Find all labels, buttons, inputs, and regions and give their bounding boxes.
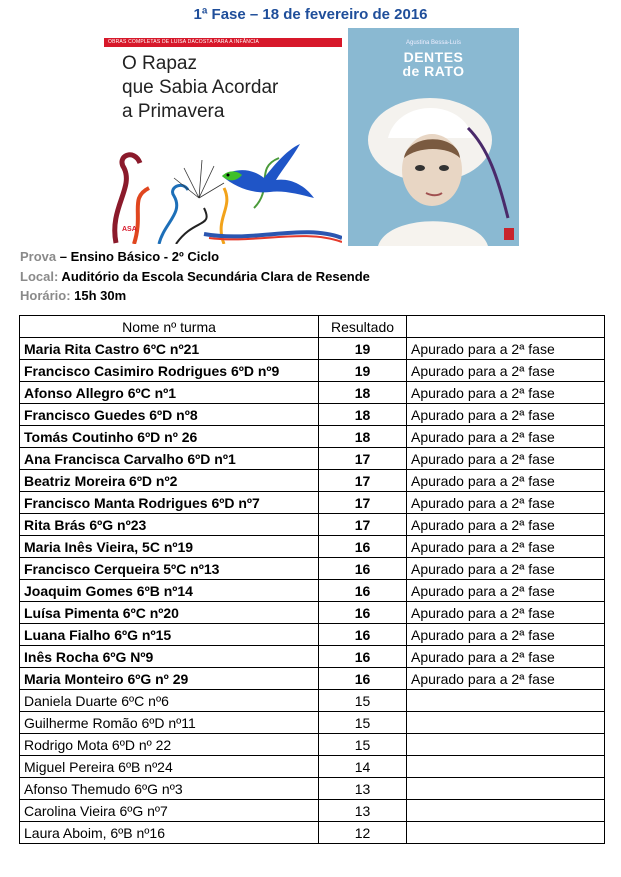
student-name: Afonso Allegro 6ºC nº1 [20,382,319,404]
table-row [20,602,605,624]
student-name: Rita Brás 6ºG nº23 [20,514,319,536]
student-status: Apurado para a 2ª fase [407,426,605,448]
page-title: 1ª Fase – 18 de fevereiro de 2016 [193,6,428,23]
table-header-row [20,316,605,338]
student-status [407,778,605,800]
exam-label: Prova [20,249,57,264]
cover-illustration-bird-icon [104,38,342,244]
table-row [20,668,605,690]
student-name: Luana Fialho 6ºG nº15 [20,624,319,646]
student-name: Francisco Casimiro Rodrigues 6ºD nº9 [20,360,319,382]
table-row [20,690,605,712]
student-result: 16 [319,580,407,602]
student-result: 17 [319,492,407,514]
exam-info [20,249,219,264]
student-result: 16 [319,558,407,580]
student-result: 16 [319,602,407,624]
student-result: 16 [319,536,407,558]
student-status: Apurado para a 2ª fase [407,404,605,426]
student-status: Apurado para a 2ª fase [407,514,605,536]
table-row [20,822,605,844]
student-name: Maria Monteiro 6ºG nº 29 [20,668,319,690]
student-result: 13 [319,778,407,800]
student-result: 16 [319,646,407,668]
student-status [407,712,605,734]
student-result: 19 [319,338,407,360]
student-status: Apurado para a 2ª fase [407,382,605,404]
student-status [407,734,605,756]
student-status: Apurado para a 2ª fase [407,448,605,470]
student-result: 16 [319,624,407,646]
book-title-1-line2: que Sabia Acordar [122,77,279,98]
student-status: Apurado para a 2ª fase [407,602,605,624]
student-result: 18 [319,426,407,448]
header-status [407,316,605,338]
book-cover-o-rapaz [104,38,342,244]
student-status [407,800,605,822]
student-result: 15 [319,734,407,756]
table-row [20,800,605,822]
table-row [20,712,605,734]
table-row [20,492,605,514]
student-result: 17 [319,514,407,536]
exam-value: – Ensino Básico - 2º Ciclo [56,249,220,264]
table-row [20,778,605,800]
table-row [20,646,605,668]
student-status: Apurado para a 2ª fase [407,558,605,580]
student-result: 18 [319,404,407,426]
student-result: 17 [319,470,407,492]
student-name: Maria Inês Vieira, 5C nº19 [20,536,319,558]
student-name: Francisco Guedes 6ºD nº8 [20,404,319,426]
book-title-1-line3: a Primavera [122,101,225,122]
student-name: Maria Rita Castro 6ºC nº21 [20,338,319,360]
student-result: 18 [319,382,407,404]
table-row [20,426,605,448]
table-row [20,558,605,580]
student-status: Apurado para a 2ª fase [407,624,605,646]
table-row [20,360,605,382]
student-name: Joaquim Gomes 6ºB nº14 [20,580,319,602]
student-status [407,690,605,712]
table-row [20,624,605,646]
table-row [20,404,605,426]
student-name: Luísa Pimenta 6ºC nº20 [20,602,319,624]
table-row [20,470,605,492]
table-row [20,536,605,558]
table-row [20,382,605,404]
student-result: 12 [319,822,407,844]
location-label: Local: [20,269,59,284]
student-status: Apurado para a 2ª fase [407,360,605,382]
header-result: Resultado [319,316,407,338]
student-name: Tomás Coutinho 6ºD nº 26 [20,426,319,448]
student-name: Inês Rocha 6ºG Nº9 [20,646,319,668]
student-result: 13 [319,800,407,822]
student-status: Apurado para a 2ª fase [407,646,605,668]
student-status: Apurado para a 2ª fase [407,536,605,558]
table-row [20,514,605,536]
student-name: Ana Francisca Carvalho 6ºD nº1 [20,448,319,470]
book-cover-dentes-de-rato [348,28,519,246]
publisher-logo: ASA [122,226,137,233]
student-status [407,822,605,844]
header-name: Nome nº turma [20,316,319,338]
student-name: Laura Aboim, 6ºB nº16 [20,822,319,844]
book-title-2-line2: de RATO [402,63,465,79]
student-result: 14 [319,756,407,778]
location-value: Auditório da Escola Secundária Clara de Resende [58,269,370,284]
student-result: 19 [319,360,407,382]
table-row [20,756,605,778]
time-value: 15h 30m [70,288,127,303]
time-label: Horário: [20,288,71,303]
student-name: Guilherme Romão 6ºD nº11 [20,712,319,734]
student-result: 15 [319,712,407,734]
student-name: Rodrigo Mota 6ºD nº 22 [20,734,319,756]
time-info [20,288,126,303]
book-title-1-line1: O Rapaz [122,53,197,74]
student-name: Carolina Vieira 6ºG nº7 [20,800,319,822]
student-status [407,756,605,778]
student-name: Afonso Themudo 6ºG nº3 [20,778,319,800]
table-row [20,734,605,756]
student-name: Francisco Cerqueira 5ºC nº13 [20,558,319,580]
student-result: 16 [319,668,407,690]
student-status: Apurado para a 2ª fase [407,470,605,492]
student-name: Miguel Pereira 6ºB nº24 [20,756,319,778]
results-table [19,315,605,844]
cover-illustration-girl-icon [348,28,519,246]
student-result: 15 [319,690,407,712]
book-title-2-line1: DENTES [403,49,464,65]
student-status: Apurado para a 2ª fase [407,492,605,514]
student-result: 17 [319,448,407,470]
student-name: Beatriz Moreira 6ºD nº2 [20,470,319,492]
student-status: Apurado para a 2ª fase [407,338,605,360]
book-author-2: Agustina Bessa-Luís [405,40,462,46]
book-series-bar: OBRAS COMPLETAS DE LUISA DACOSTA PARA A INFÂNCIA [104,38,342,47]
student-status: Apurado para a 2ª fase [407,580,605,602]
table-row [20,448,605,470]
student-name: Daniela Duarte 6ºC nº6 [20,690,319,712]
location-info [20,269,370,284]
table-row [20,580,605,602]
table-row [20,338,605,360]
student-name: Francisco Manta Rodrigues 6ºD nº7 [20,492,319,514]
student-status: Apurado para a 2ª fase [407,668,605,690]
